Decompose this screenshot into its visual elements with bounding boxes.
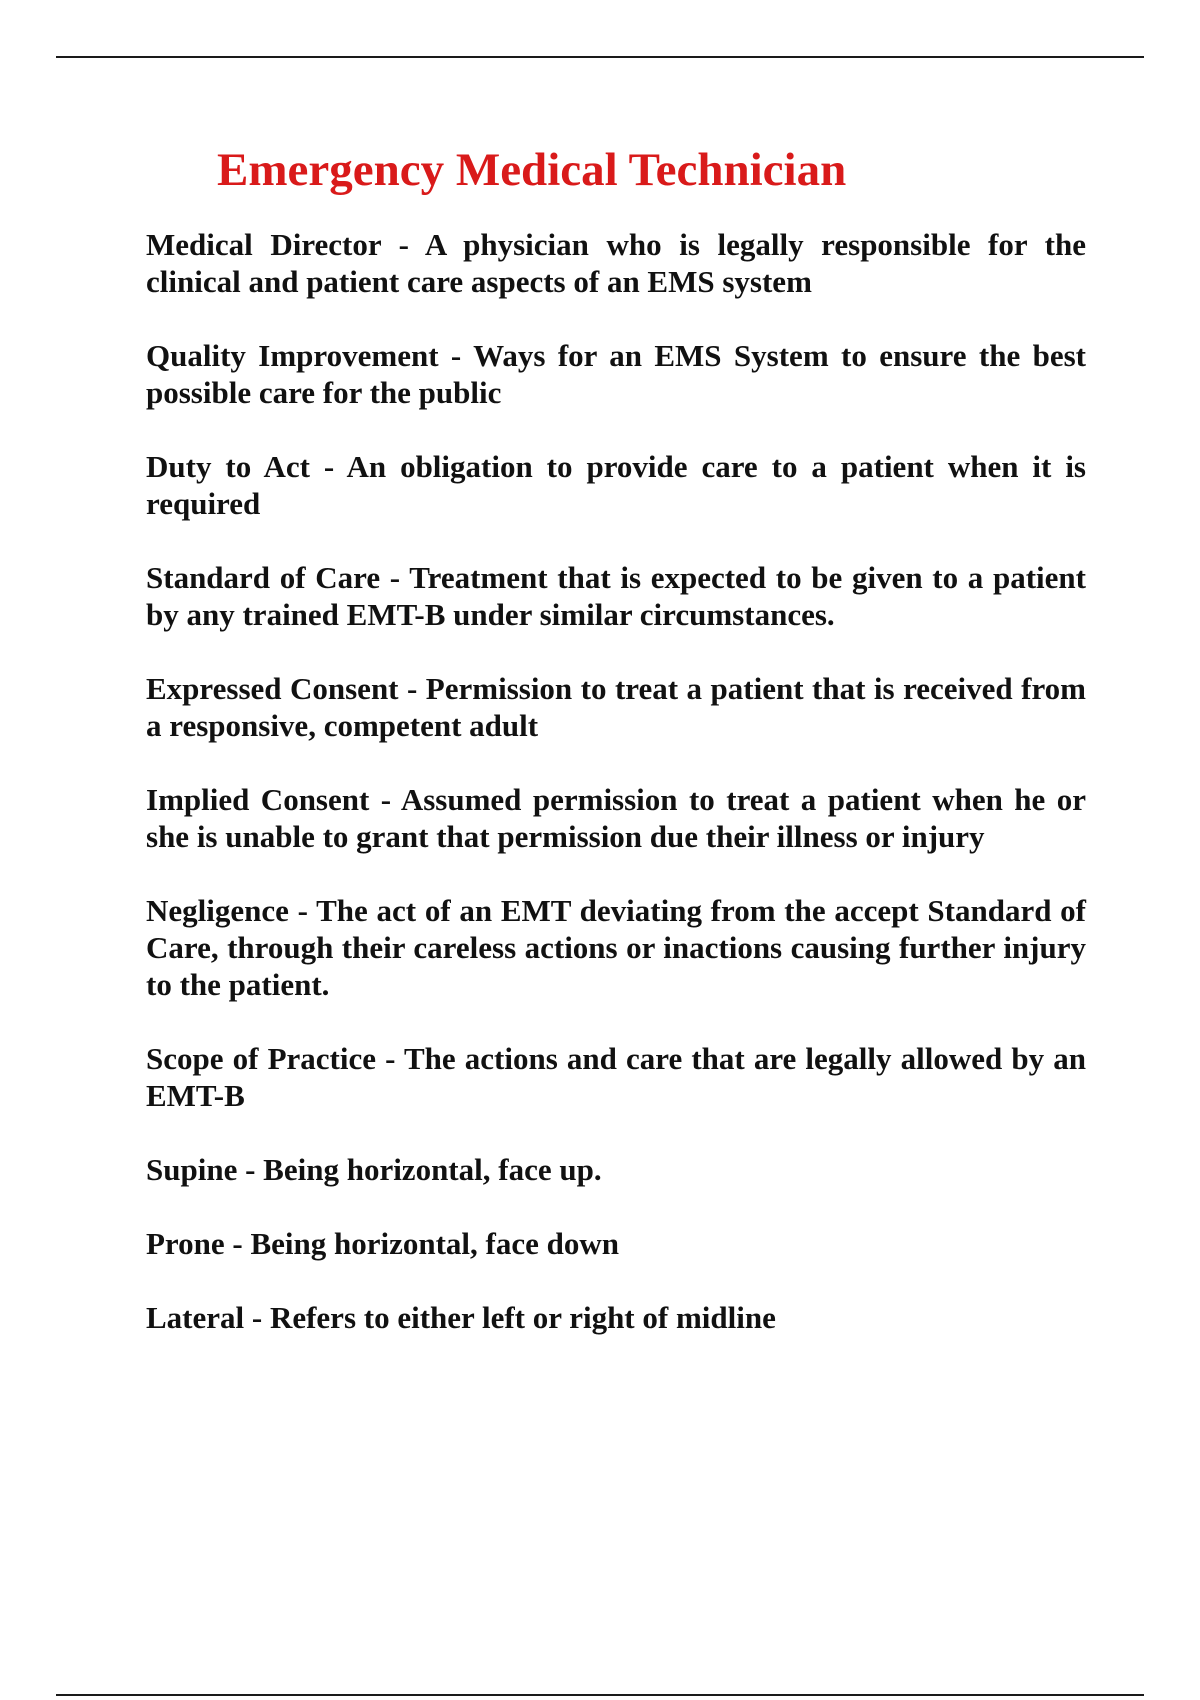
bottom-rule <box>56 1694 1144 1696</box>
definition-supine: Supine - Being horizontal, face up. <box>146 1152 602 1187</box>
definition-list <box>146 226 1086 1373</box>
definition-standard-of-care: Standard of Care - Treatment that is expected to be given to a patient by any trained EMT-B under similar circumstances. <box>146 560 1086 632</box>
definition-negligence: Negligence - The act of an EMT deviating from the accept Standard of Care, through their careless actions or inactions causing further injury to the patient. <box>146 893 1086 1002</box>
definition-prone: Prone - Being horizontal, face down <box>146 1226 620 1261</box>
definition-lateral: Lateral - Refers to either left or right of midline <box>146 1300 776 1335</box>
definition-duty-to-act: Duty to Act - An obligation to provide care to a patient when it is required <box>146 449 1086 521</box>
document-title: Emergency Medical Technician <box>217 144 847 196</box>
definition-medical-director: Medical Director - A physician who is legally responsible for the clinical and patient care aspects of an EMS system <box>146 227 1086 299</box>
definition-scope-of-practice: Scope of Practice - The actions and care that are legally allowed by an EMT-B <box>146 1041 1086 1113</box>
top-rule <box>56 56 1144 58</box>
definition-quality-improvement: Quality Improvement - Ways for an EMS System to ensure the best possible care for the public <box>146 338 1086 410</box>
definition-implied-consent: Implied Consent - Assumed permission to treat a patient when he or she is unable to grant that permission due their illness or injury <box>146 782 1086 854</box>
definition-expressed-consent: Expressed Consent - Permission to treat a patient that is received from a responsive, competent adult <box>146 671 1086 743</box>
